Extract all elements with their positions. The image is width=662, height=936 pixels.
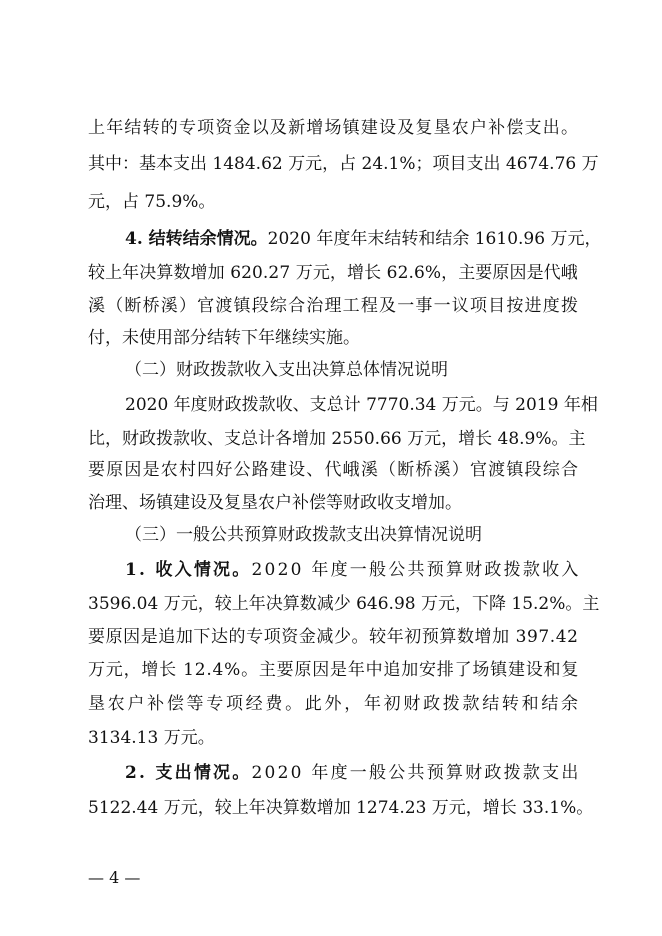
paragraph-text: 较上年决算数增加 620.27 万元，增长 62.6%，主要原因是代峨 <box>88 263 578 283</box>
paragraph-text: 比，财政拨款收、支总计各增加 2550.66 万元，增长 48.9%。主 <box>88 429 586 449</box>
paragraph-text: （三）一般公共预算财政拨款支出决算情况说明 <box>125 525 482 545</box>
paragraph-text: 万元，增长 12.4%。主要原因是年中追加安排了场镇建设和复 <box>88 660 580 680</box>
text-line <box>88 693 581 715</box>
text-line <box>88 797 593 819</box>
paragraph-text: 要原因是追加下达的专项资金减少。较年初预算数增加 397.42 <box>88 627 579 647</box>
paragraph-text: 治理、场镇建设及复垦农户补偿等财政收支增加。 <box>88 493 462 513</box>
text-line <box>125 762 581 784</box>
paragraph-text: 要原因是农村四好公路建设、代峨溪（断桥溪）官渡镇段综合 <box>88 460 580 480</box>
paragraph-text: 2020 年度年末结转和结余 1610.96 万元， <box>267 229 602 249</box>
paragraph-text: 3134.13 万元。 <box>88 728 215 748</box>
page-number: — 4 — <box>88 868 141 887</box>
section-heading-lead: 2. 支出情况。 <box>125 763 252 783</box>
text-line <box>88 262 578 284</box>
text-line <box>88 327 360 349</box>
paragraph-text: 2020 年度一般公共预算财政拨款收入 <box>251 560 581 580</box>
paragraph-text: 3596.04 万元，较上年决算数减少 646.98 万元，下降 15.2%。主 <box>88 594 600 614</box>
text-line <box>88 459 579 481</box>
text-line <box>88 593 599 615</box>
paragraph-text: 元，占 75.9%。 <box>88 192 216 212</box>
text-line <box>125 228 601 250</box>
paragraph-text: 其中：基本支出 1484.62 万元，占 24.1%；项目支出 4674.76 万 <box>88 154 599 174</box>
section-heading-lead: 4. 结转结余情况。 <box>125 229 268 249</box>
text-line <box>88 191 215 213</box>
text-line <box>88 492 462 514</box>
text-line <box>88 727 215 749</box>
paragraph-text: 垦农户补偿等专项经费。此外，年初财政拨款结转和结余 <box>88 694 581 714</box>
paragraph-text: 2020 年度一般公共预算财政拨款支出 <box>251 763 581 783</box>
text-line <box>88 295 579 317</box>
text-line <box>88 117 579 139</box>
section-heading-lead: 1. 收入情况。 <box>125 560 252 580</box>
text-line <box>88 659 579 681</box>
text-line <box>125 394 598 416</box>
text-line <box>88 626 579 648</box>
paragraph-text: （二）财政拨款收入支出决算总体情况说明 <box>125 360 448 380</box>
paragraph-text: 5122.44 万元，较上年决算数增加 1274.23 万元，增长 33.1%。 <box>88 798 594 818</box>
paragraph-text: 上年结转的专项资金以及新增场镇建设及复垦农户补偿支出。 <box>88 118 580 138</box>
text-line <box>125 524 482 546</box>
text-line <box>88 428 586 450</box>
text-line <box>125 559 581 581</box>
text-line <box>125 359 448 381</box>
paragraph-text: 2020 年度财政拨款收、支总计 7770.34 万元。与 2019 年相 <box>125 395 598 415</box>
paragraph-text: 溪（断桥溪）官渡镇段综合治理工程及一事一议项目按进度拨 <box>88 296 580 316</box>
paragraph-text: 付，未使用部分结转下年继续实施。 <box>88 328 360 348</box>
text-line <box>88 153 599 175</box>
